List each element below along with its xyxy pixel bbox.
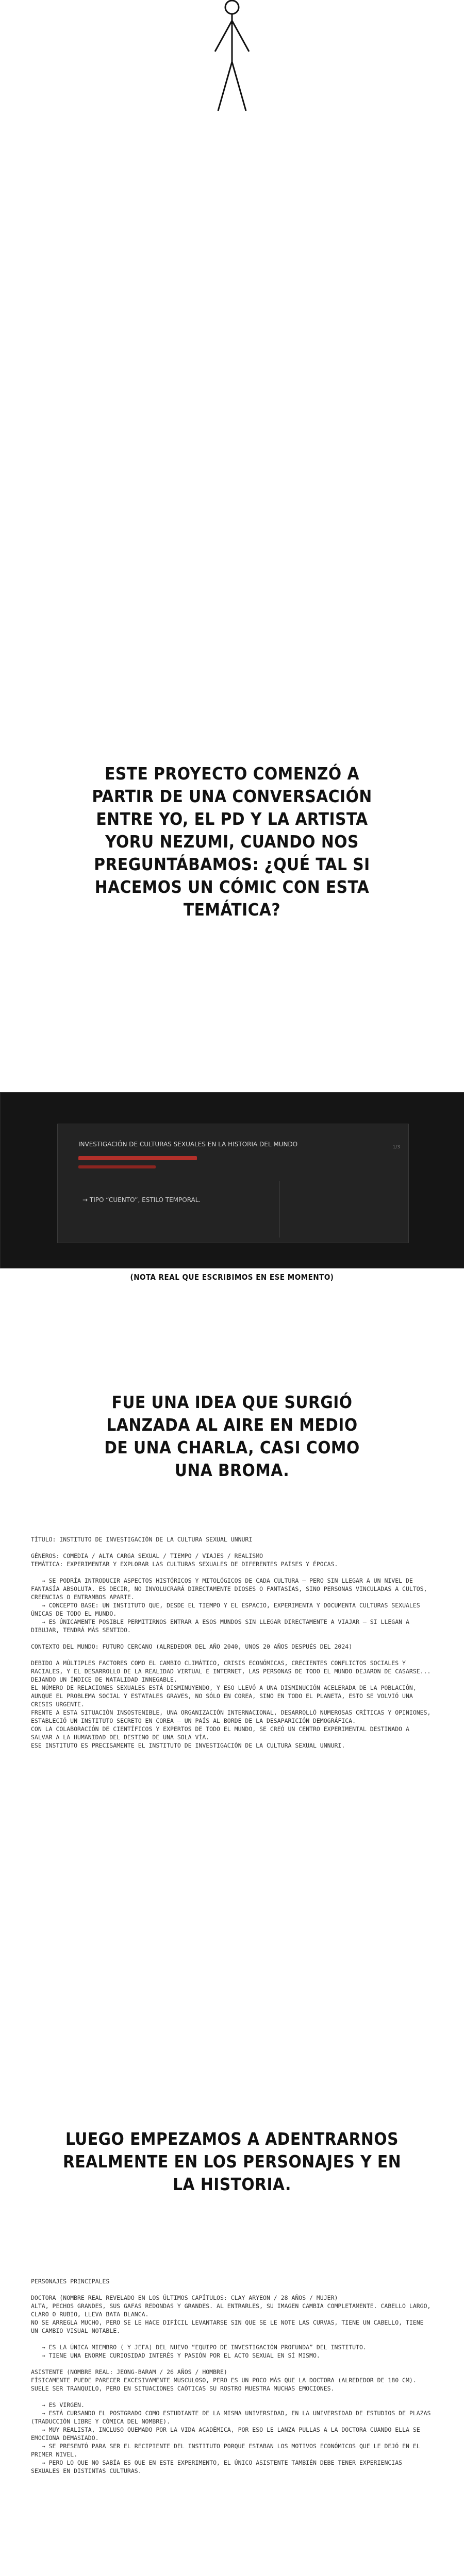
arrow-note: → TIPO “CUENTO”, ESTILO TEMPORAL. — [82, 1196, 201, 1204]
screen-corner: 1/3 — [392, 1145, 400, 1150]
screen-title: INVESTIGACIÓN DE CULTURAS SEXUALES EN LA HISTORIA DEL MUNDO — [78, 1141, 298, 1148]
redacted-text — [78, 1156, 197, 1160]
caption-idea: FUE UNA IDEA QUE SURGIÓ LANZADA AL AIRE EN MEDIO DE UNA CHARLA, CASI COMO UNA BROMA. — [104, 1392, 360, 1480]
characters-document: PERSONAJES PRINCIPALES DOCTORA (NOMBRE REAL REVELADO EN LOS ÚLTIMOS CAPÍTULOS: CLAY ARYEON / 28 AÑOS / MUJER) ALTA, PECHOS GRANDES, SUS GAFAS REDONDAS Y GRANDES. AL ENTRARLES, SU IMAGEN CAMBIA COMPLETAMENTE. CABELLO LARGO, CLARO O RUBIO, LLEVA BATA BLANCA. NO SE ARREGLA MUCHO, PERO SE LE HACE DIFÍCIL LEVANTARSE SIN QUE SE LE NOTE LAS CURVAS, TIENE UN CABELLO, TIENE UN CAMBIO VISUAL NOTABLE. → ES LA ÚNICA MIEMBRO ( Y JEFA) DEL NUEVO “EQUIPO DE INVESTIGACIÓN PROFUNDA” DEL INSTITUTO. → TIENE UNA ENORME CURIOSIDAD INTERÉS Y PASIÓN POR EL ACTO SEXUAL EN SÍ MISMO. ASISTENTE (NOMBRE REAL: JEONG-BARAM / 26 AÑOS / HOMBRE) FÍSICAMENTE PUEDE PARECER EXCESIVAMENTE MUSCULOSO, PERO ES UN POCO MÁS QUE LA DOCTORA (ALREDEDOR DE 180 CM). SUELE SER TRANQUILO, PERO EN SITUACIONES CAÓTICAS SU ROSTRO MUESTRA MUCHAS EMOCIONES. → ES VIRGEN. → ESTÁ CURSANDO EL POSTGRADO COMO ESTUDIANTE DE LA MISMA UNIVERSIDAD, EN LA UNIVERSIDAD DE ESTUDIOS DE PLAZAS (TRADUCCIÓN LIBRE Y CÓMICA DEL NOMBRE). → MUY REALISTA, INCLUSO QUEMADO POR LA VIDA ACADÉMICA, POR ESO LE LANZA PULLAS A LA DOCTORA CUANDO ELLA SE EMOCIONA DEMASIADO. → SE PRESENTÓ PARA SER EL RECIPIENTE DEL INSTITUTO PORQUE ESTABAN LOS MOTIVOS ECONÓMICOS QUE LE DEJÓ EN EL PRIMER NIVEL. → PERO LO QUE NO SABÍA ES QUE EN ESTE EXPERIMENTO, EL ÚNICO ASISTENTE TAMBIÉN DEBE TENER EXPERIENCIAS SEXUALES EN DISTINTAS CULTURAS. — [31, 2278, 431, 2475]
caption-characters: LUEGO EMPEZAMOS A ADENTRARNOS REALMENTE EN LOS PERSONAJES Y EN LA HISTORIA. — [62, 2129, 402, 2194]
notes-screen — [57, 1124, 409, 1243]
redacted-text-2 — [78, 1165, 156, 1168]
caption-project-origin: ESTE PROYECTO COMENZÓ A PARTIR DE UNA CONVERSACIÓN ENTRE YO, EL PD Y LA ARTISTA YORU NEZUMI, CUANDO NOS PREGUNTÁBAMOS: ¿QUÉ TAL SI HACEMOS UN CÓMIC CON ESTA TEMÁTICA? — [92, 764, 372, 920]
stick-figure-drawing — [204, 0, 260, 118]
screen-note-panel — [0, 1092, 464, 1268]
screen-caption: (NOTA REAL QUE ESCRIBIMOS EN ESE MOMENTO) — [130, 1273, 334, 1282]
project-document: TÍTULO: INSTITUTO DE INVESTIGACIÓN DE LA CULTURA SEXUAL UNNURI GÉNEROS: COMEDIA / ALTA CARGA SEXUAL / TIEMPO / VIAJES / REALISMO TEMÁTICA: EXPERIMENTAR Y EXPLORAR LAS CULTURAS SEXUALES DE DIFERENTES PAÍSES Y ÉPOCAS. → SE PODRÍA INTRODUCIR ASPECTOS HISTÓRICOS Y MITOLÓGICOS DE CADA CULTURA — PERO SIN LLEGAR A UN NIVEL DE FANTASÍA ABSOLUTA. ES DECIR, NO INVOLUCRARÁ DIRECTAMENTE DIOSES O FANTASÍAS, SINO PERSONAS VINCULADAS A CULTOS, CREENCIAS O ENTRAMBOS APARTE. → CONCEPTO BASE: UN INSTITUTO QUE, DESDE EL TIEMPO Y EL ESPACIO, EXPERIMENTA Y DOCUMENTA CULTURAS SEXUALES ÚNICAS DE TODO EL MUNDO. → ES ÚNICAMENTE POSIBLE PERMITIRNOS ENTRAR A ESOS MUNDOS SIN LLEGAR DIRECTAMENTE A VIAJAR — SI LLEGAN A DIBUJAR, TENDRÁ MÁS SENTIDO. CONTEXTO DEL MUNDO: FUTURO CERCANO (ALREDEDOR DEL AÑO 2040, UNOS 20 AÑOS DESPUÉS DEL 2024) DEBIDO A MÚLTIPLES FACTORES COMO EL CAMBIO CLIMÁTICO, CRISIS ECONÓMICAS, CRECIENTES CONFLICTOS SOCIALES Y RACIALES, Y EL DESARROLLO DE LA REALIDAD VIRTUAL E INTERNET, LAS PERSONAS DE TODO EL MUNDO DEJARON DE CASARSE... DEJANDO UN ÍNDICE DE NATALIDAD INNEGABLE. EL NÚMERO DE RELACIONES SEXUALES ESTÁ DISMINUYENDO, Y ESO LLEVÓ A UNA DISMINUCIÓN ACELERADA DE LA POBLACIÓN, AUNQUE EL PROBLEMA SOCIAL Y ESTATALES GRAVES, NO SÓLO EN COREA, SINO EN TODO EL PLANETA, ESTO SE VOLVIÓ UNA CRISIS URGENTE. FRENTE A ESTA SITUACIÓN INSOSTENIBLE, UNA ORGANIZACIÓN INTERNACIONAL, DESARROLLÓ NUMEROSAS CRÍTICAS Y OPINIONES, ESTABLECIÓ UN INSTITUTO SECRETO EN COREA — UN PAÍS AL BORDE DE LA DESAPARICIÓN DEMOGRÁFICA. CON LA COLABORACIÓN DE CIENTÍFICOS Y EXPERTOS DE TODO EL MUNDO, SE CREÓ UN CENTRO EXPERIMENTAL DESTINADO A SALVAR A LA HUMANIDAD DEL DESTINO DE UNA SOLA VÍA. ESE INSTITUTO ES PRECISAMENTE EL INSTITUTO DE INVESTIGACIÓN DE LA CULTURA SEXUAL UNNURI. — [31, 1536, 431, 1749]
screen-divider — [279, 1181, 280, 1238]
